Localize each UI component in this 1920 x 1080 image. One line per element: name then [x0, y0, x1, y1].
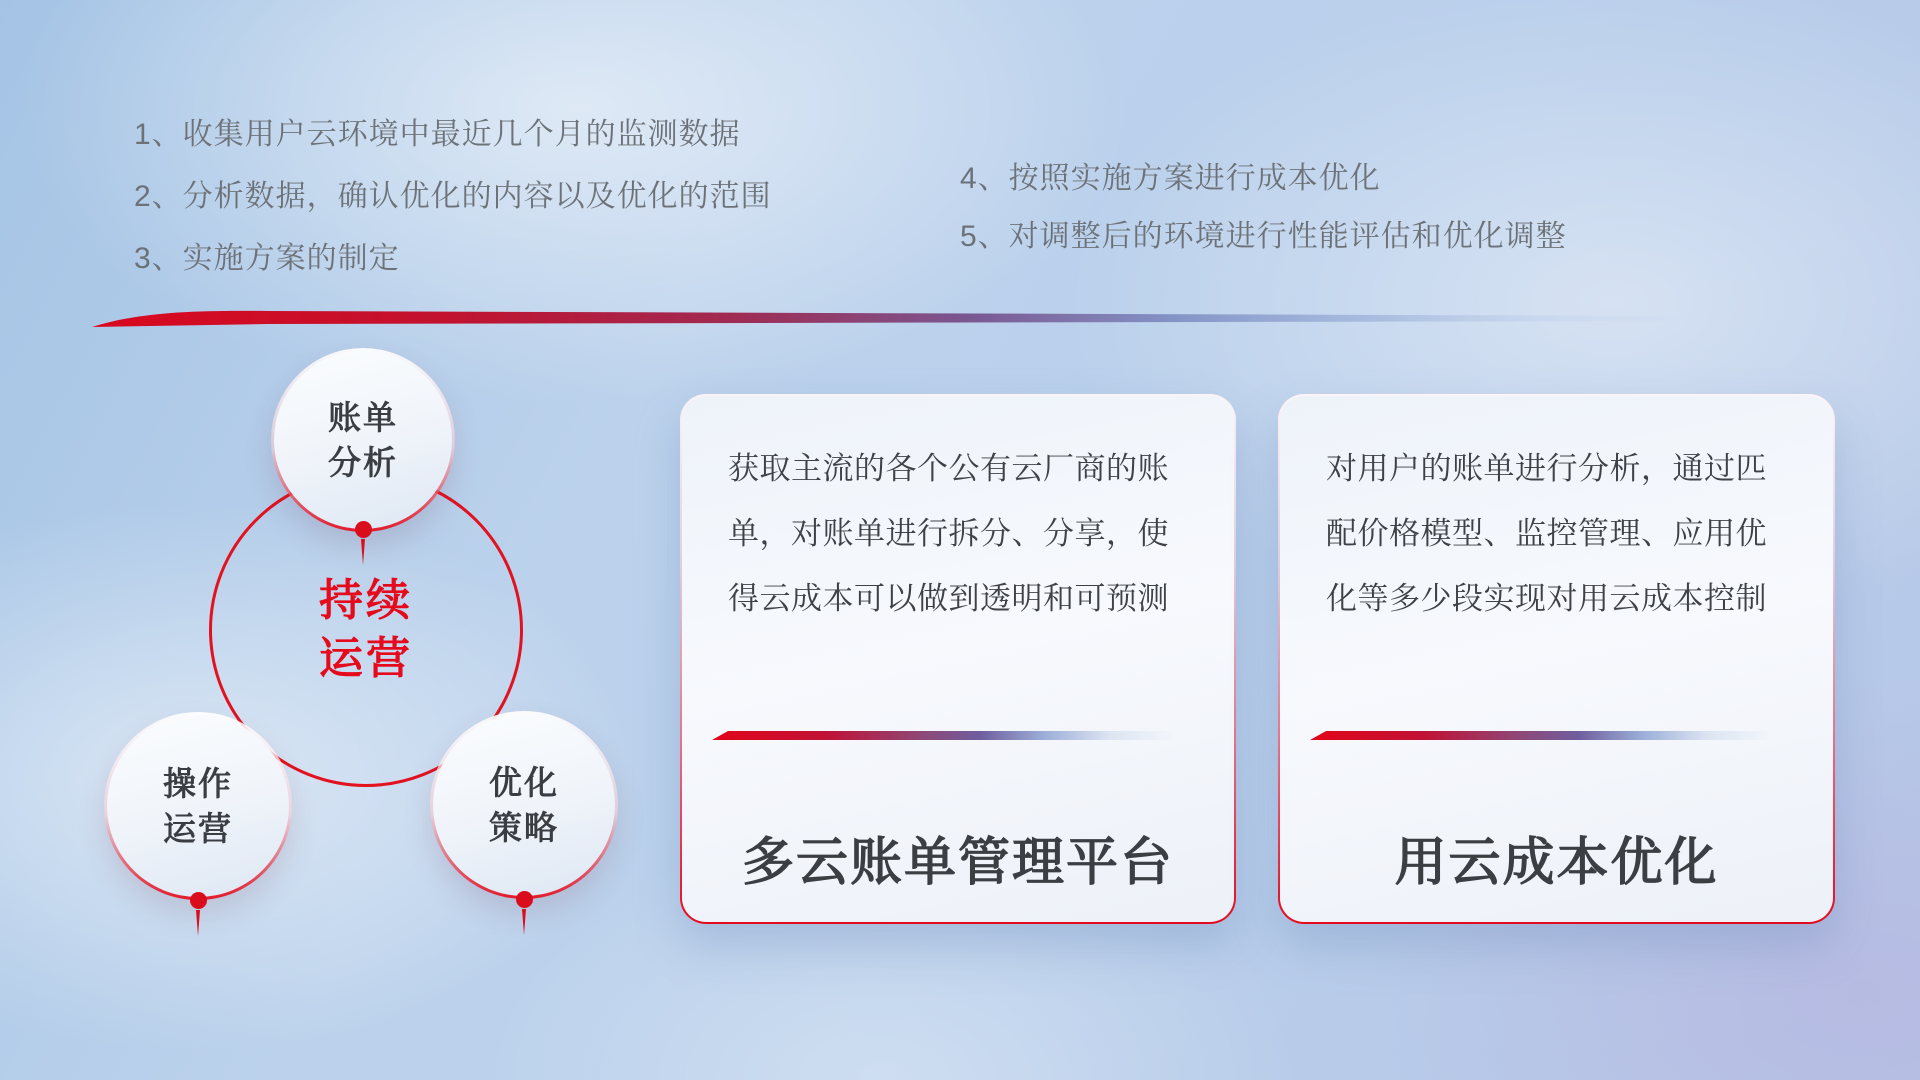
cycle-center-line-1: 持续	[319, 576, 413, 625]
process-step-4: 4、按照实施方案进行成本优化	[960, 162, 1381, 195]
card-cost-optimization	[1278, 394, 1835, 924]
node-label-line: 策略	[489, 809, 559, 846]
card-body	[728, 436, 1194, 631]
process-step-2: 2、分析数据，确认优化的内容以及优化的范围	[134, 180, 772, 213]
node-label-line: 运营	[163, 810, 233, 847]
cycle-dot	[190, 892, 207, 909]
card-body-line: 对用户的账单进行分析，通过匹	[1326, 451, 1767, 486]
process-step-5: 5、对调整后的环境进行性能评估和优化调整	[960, 220, 1567, 253]
node-label-line: 操作	[163, 765, 233, 802]
card-divider	[712, 731, 1174, 740]
cycle-center-line-2: 运营	[319, 634, 413, 683]
process-steps-right	[960, 150, 1567, 266]
card-body-line: 化等多少段实现对用云成本控制	[1326, 581, 1767, 616]
cycle-node-operation	[104, 712, 292, 900]
node-label-line: 分析	[328, 444, 398, 481]
cycle-dot-tail	[522, 909, 526, 935]
cycle-node-optimize-strategy	[430, 711, 618, 899]
process-steps-left	[134, 104, 772, 290]
cycle-dot	[355, 521, 372, 538]
cycle-dot	[516, 891, 533, 908]
cycle-dot-tail	[361, 539, 365, 565]
card-title: 用云成本优化	[1394, 834, 1719, 892]
card-body	[1326, 436, 1793, 631]
process-step-1: 1、收集用户云环境中最近几个月的监测数据	[134, 118, 741, 151]
card-body-line: 获取主流的各个公有云厂商的账	[728, 451, 1169, 486]
process-step-3: 3、实施方案的制定	[134, 242, 400, 275]
cycle-node-bill-analysis	[271, 348, 455, 532]
card-title: 多云账单管理平台	[741, 834, 1174, 892]
card-body-line: 得云成本可以做到透明和可预测	[728, 581, 1169, 616]
card-multicloud-billing	[680, 394, 1236, 924]
divider-swoosh	[92, 306, 1687, 332]
cycle-dot-tail	[196, 910, 200, 936]
node-label-line: 优化	[489, 764, 559, 801]
cycle-center-label	[246, 572, 486, 688]
card-divider	[1310, 731, 1772, 740]
card-body-line: 配价格模型、监控管理、应用优	[1326, 516, 1767, 551]
card-body-line: 单，对账单进行拆分、分享，使	[728, 516, 1169, 551]
node-label-line: 账单	[328, 399, 398, 436]
